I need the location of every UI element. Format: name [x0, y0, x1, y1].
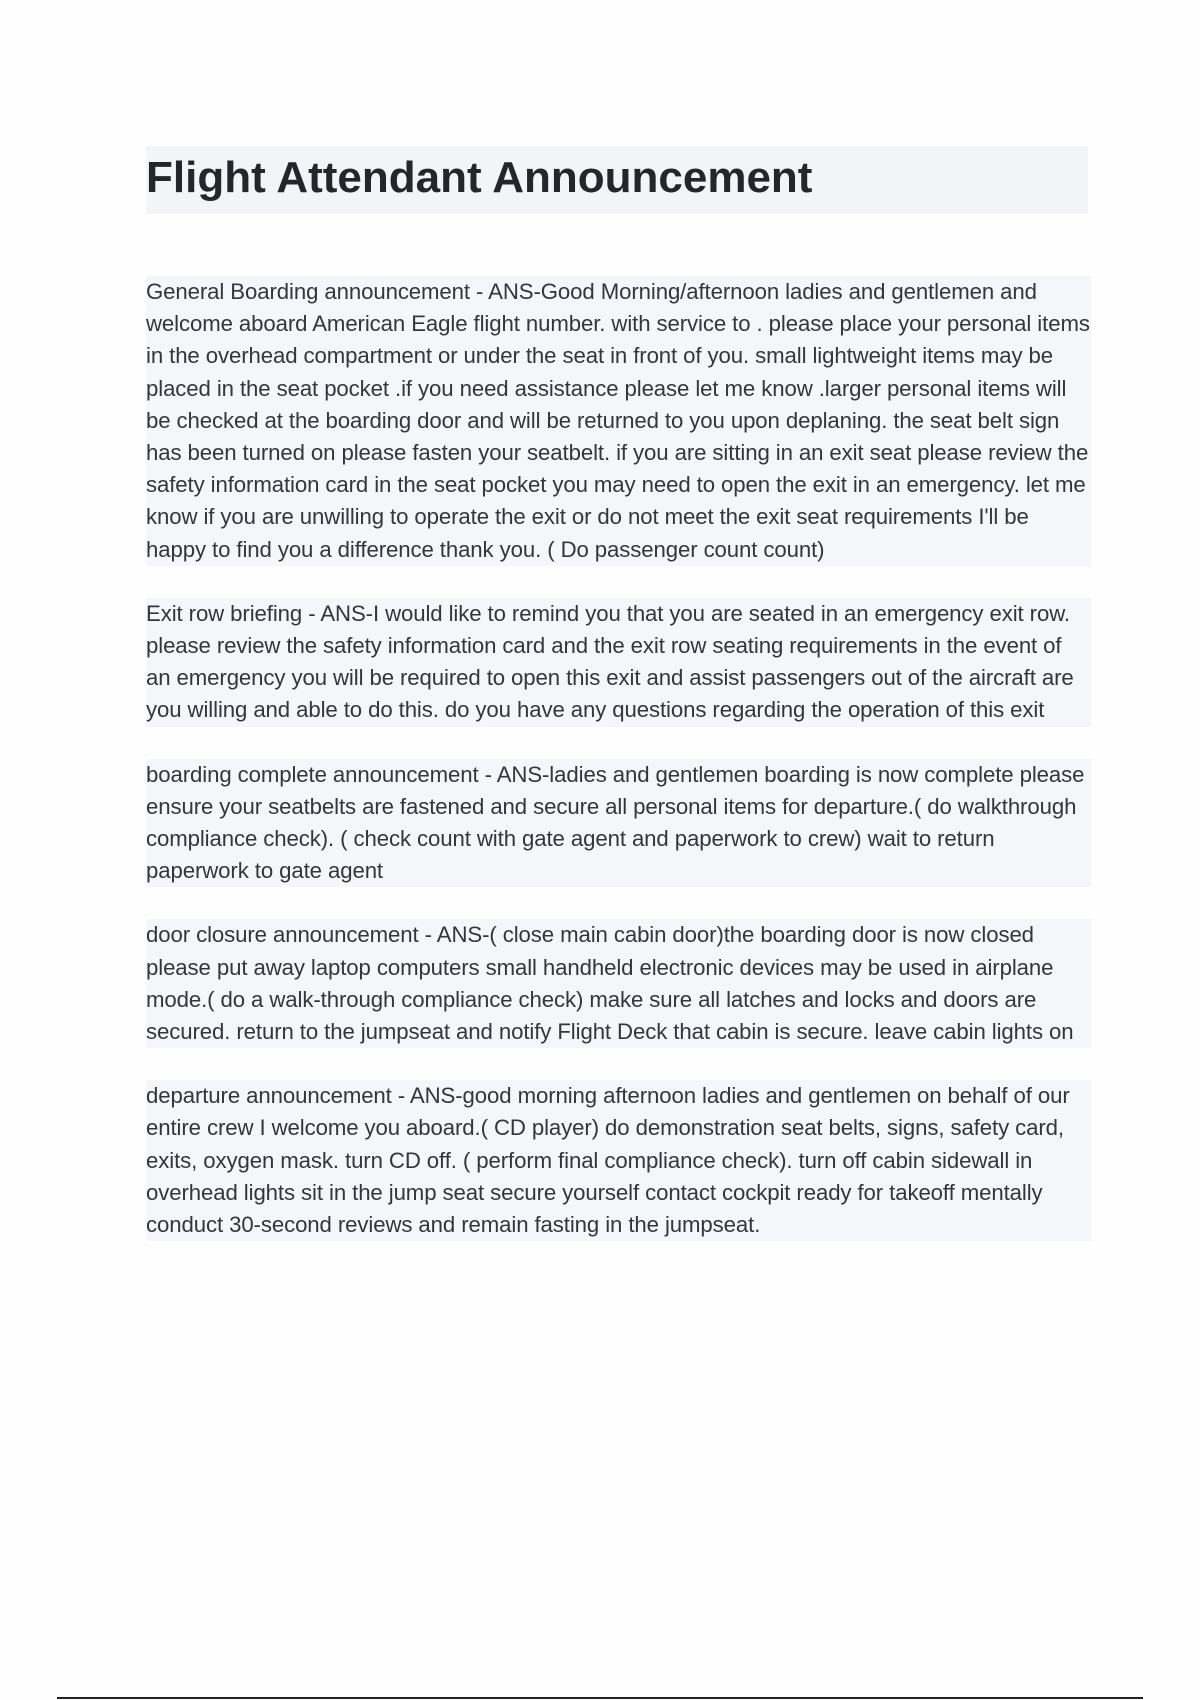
- section-boarding-complete: [146, 759, 1091, 888]
- title-block: [146, 146, 1088, 214]
- section-door-closure: [146, 919, 1091, 1048]
- section-text: departure announcement - ANS-good morning afternoon ladies and gentlemen on behalf of our entire crew I welcome you aboard.( CD player) do demonstration seat belts, signs, safety card, exits, oxygen mask. turn CD off. ( perform final compliance check). turn off cabin sidewall in overhead lights sit in the jump seat secure yourself contact cockpit ready for takeoff mentally conduct 30-second reviews and remain fasting in the jumpseat.: [146, 1083, 1070, 1238]
- footer-divider: [57, 1697, 1143, 1699]
- section-text: Exit row briefing - ANS-I would like to remind you that you are seated in an emergency exit row. please review the safety information card and the exit row seating requirements in the event of an emergency you will be required to open this exit and assist passengers out of the aircraft are you willing and able to do this. do you have any questions regarding the operation of this exit: [146, 600, 1074, 723]
- page-title: Flight Attendant Announcement: [146, 153, 813, 202]
- section-exit-row-briefing: [146, 598, 1091, 727]
- section-general-boarding: [146, 276, 1091, 566]
- section-departure: [146, 1080, 1091, 1241]
- section-text: boarding complete announcement - ANS-ladies and gentlemen boarding is now complete please ensure your seatbelts are fastened and secure all personal items for departure.( do walkthrough compliance check). ( check count with gate agent and paperwork to crew) wait to return paperwork to gate agent: [146, 761, 1085, 884]
- section-text: General Boarding announcement - ANS-Good Morning/afternoon ladies and gentlemen and welcome aboard American Eagle flight number. with service to . please place your personal items in the overhead compartment or under the seat in front of you. small lightweight items may be placed in the seat pocket .if you need assistance please let me know .larger personal items will be checked at the boarding door and will be returned to you upon deplaning. the seat belt sign has been turned on please fasten your seatbelt. if you are sitting in an exit seat please review the safety information card in the seat pocket you may need to open the exit in an emergency. let me know if you are unwilling to operate the exit or do not meet the exit seat requirements I'll be happy to find you a difference thank you. ( Do passenger count count): [146, 279, 1090, 562]
- announcement-sections: [146, 276, 1091, 1273]
- section-text: door closure announcement - ANS-( close main cabin door)the boarding door is now closed please put away laptop computers small handheld electronic devices may be used in airplane mode.( do a walk-through compliance check) make sure all latches and locks and doors are secured. return to the jumpseat and notify Flight Deck that cabin is secure. leave cabin lights on: [146, 922, 1074, 1045]
